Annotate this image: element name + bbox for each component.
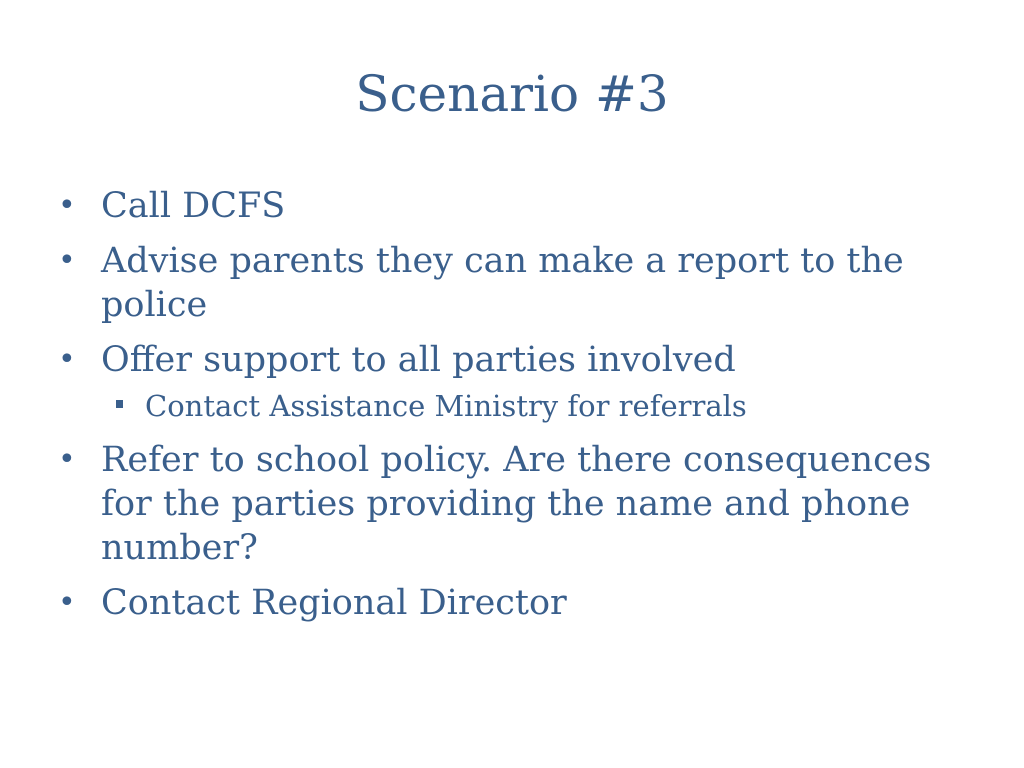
bullet-dot-icon: • bbox=[58, 188, 76, 223]
bullet-item-contact-regional-director bbox=[54, 581, 974, 625]
bullet-dot-icon: • bbox=[58, 243, 76, 278]
bullet-text: Refer to school policy. Are there consequences for the parties providing the name and phone number? bbox=[101, 440, 932, 568]
bullet-text: Contact Regional Director bbox=[101, 583, 567, 623]
bullet-text: Advise parents they can make a report to the police bbox=[101, 241, 904, 325]
bullet-item-advise-parents bbox=[54, 239, 974, 327]
bullet-dot-icon: • bbox=[58, 342, 76, 377]
bullet-text: Offer support to all parties involved bbox=[101, 340, 736, 380]
bullet-item-call-dcfs bbox=[54, 184, 974, 228]
bullet-dot-icon: • bbox=[58, 442, 76, 477]
square-bullet-icon bbox=[116, 400, 123, 408]
bullet-dot-icon: • bbox=[58, 585, 76, 620]
bullet-item-refer-school-policy bbox=[54, 438, 974, 570]
sub-bullet-text: Contact Assistance Ministry for referrals bbox=[145, 389, 747, 423]
bullet-item-offer-support bbox=[54, 338, 974, 382]
bullet-text: Call DCFS bbox=[101, 186, 286, 226]
bullet-list bbox=[54, 184, 974, 636]
sub-bullet-item-contact-assistance-ministry bbox=[54, 387, 974, 425]
slide-title: Scenario #3 bbox=[355, 65, 669, 123]
